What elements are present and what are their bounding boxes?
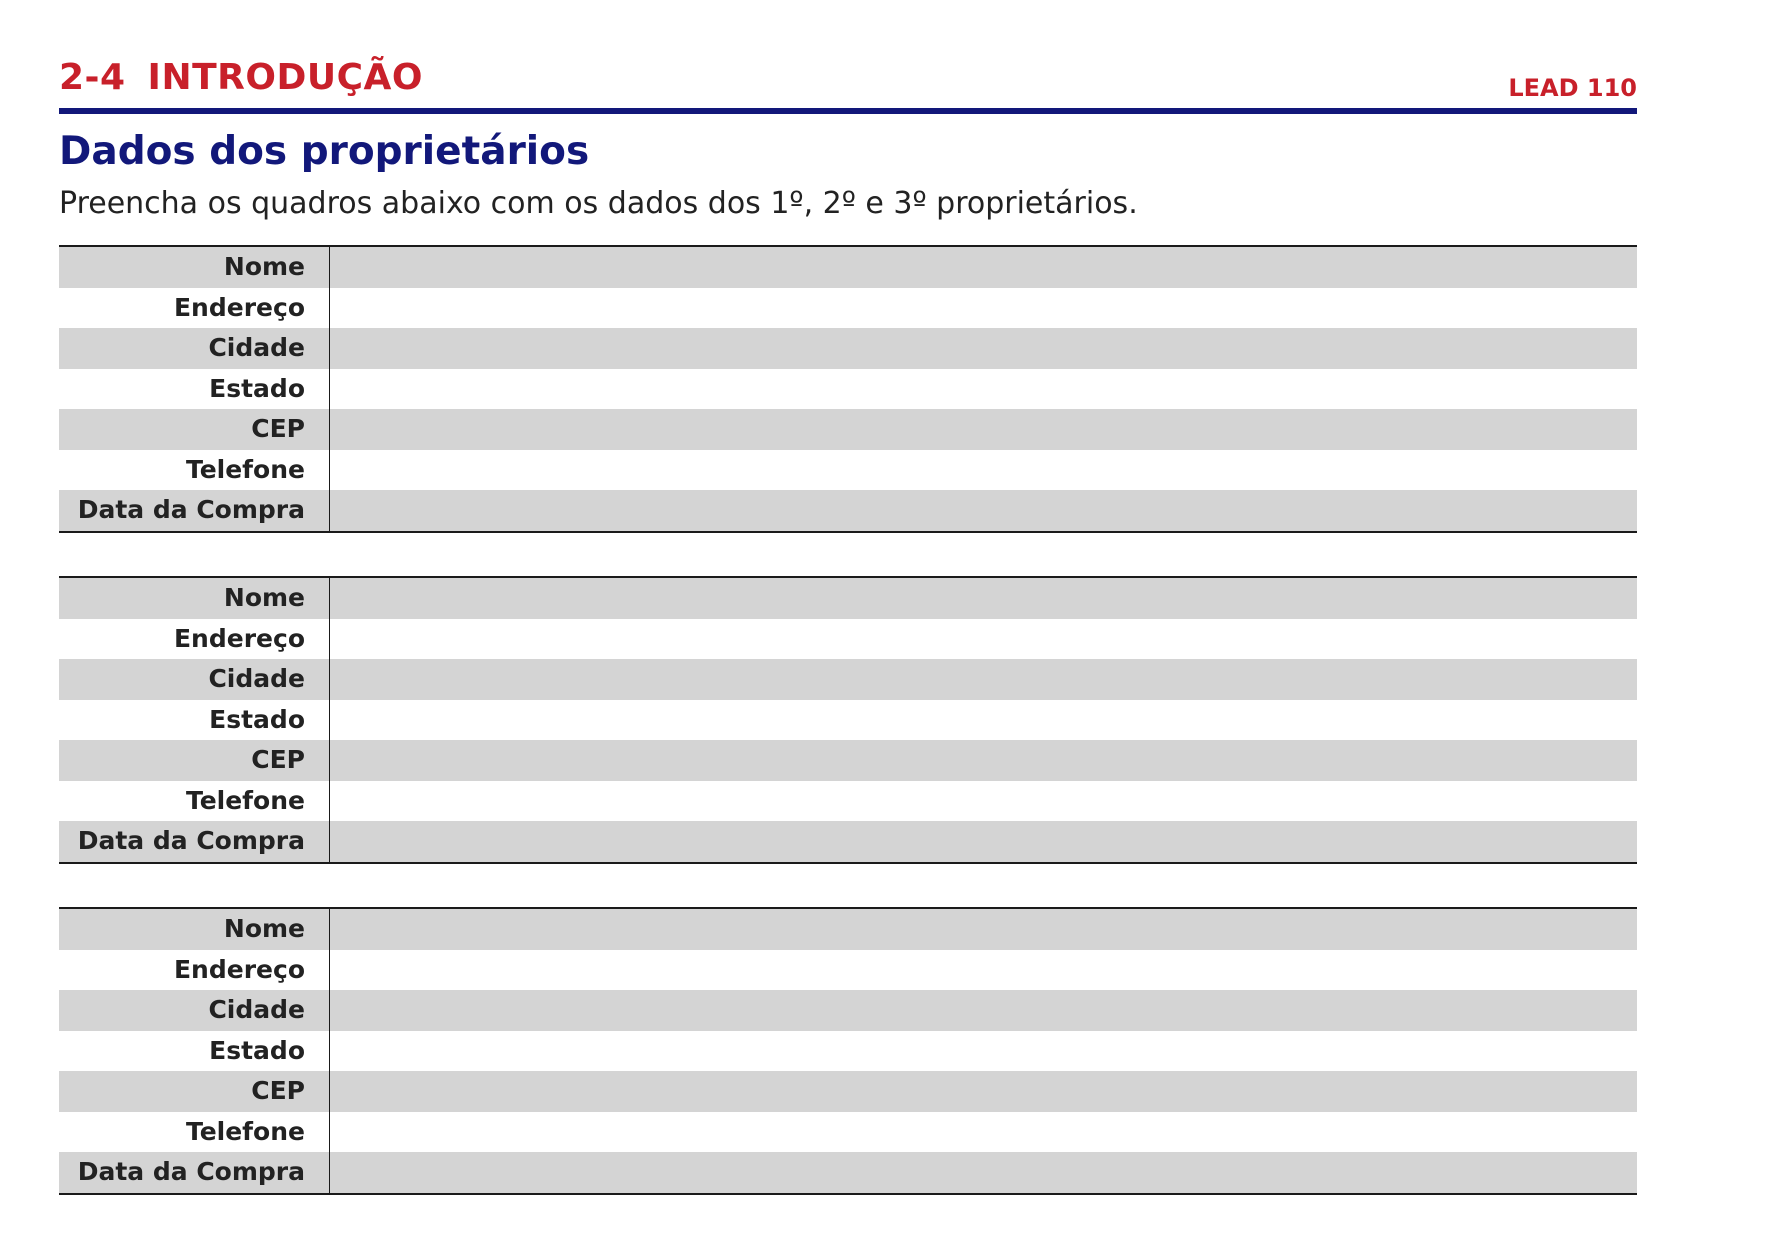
field-label-nome: Nome bbox=[223, 583, 305, 612]
field-label-nome: Nome bbox=[223, 252, 305, 281]
form-row bbox=[59, 950, 1637, 991]
section-name: INTRODUÇÃO bbox=[147, 57, 423, 98]
telefone-field[interactable] bbox=[329, 450, 1637, 491]
endereco-field[interactable] bbox=[329, 288, 1637, 329]
intro-text: Preencha os quadros abaixo com os dados dos 1º, 2º e 3º proprietários. bbox=[59, 186, 1138, 221]
form-row bbox=[59, 409, 1637, 450]
field-label-nome: Nome bbox=[223, 914, 305, 943]
model-label: LEAD 110 bbox=[1508, 74, 1637, 102]
form-row bbox=[59, 578, 1637, 619]
page-header bbox=[59, 0, 1637, 100]
section-title bbox=[59, 56, 423, 100]
owner-table-3 bbox=[59, 907, 1637, 1195]
form-row bbox=[59, 619, 1637, 660]
form-row bbox=[59, 740, 1637, 781]
field-label-cep: CEP bbox=[251, 745, 305, 774]
field-label-cidade: Cidade bbox=[208, 664, 305, 693]
cep-field[interactable] bbox=[329, 1071, 1637, 1112]
owner-table-1 bbox=[59, 245, 1637, 533]
field-label-cep: CEP bbox=[251, 1076, 305, 1105]
cidade-field[interactable] bbox=[329, 990, 1637, 1031]
field-label-endereco: Endereço bbox=[173, 623, 305, 653]
form-row bbox=[59, 247, 1637, 288]
field-label-endereco: Endereço bbox=[173, 954, 305, 984]
form-row bbox=[59, 450, 1637, 491]
form-row bbox=[59, 781, 1637, 822]
field-label-cidade: Cidade bbox=[208, 333, 305, 362]
field-label-estado: Estado bbox=[209, 1035, 305, 1065]
endereco-field[interactable] bbox=[329, 619, 1637, 660]
form-row bbox=[59, 490, 1637, 531]
nome-field[interactable] bbox=[329, 909, 1637, 950]
field-label-telefone: Telefone bbox=[185, 785, 305, 815]
field-label-endereco: Endereço bbox=[173, 292, 305, 322]
form-row bbox=[59, 1112, 1637, 1153]
nome-field[interactable] bbox=[329, 578, 1637, 619]
estado-field[interactable] bbox=[329, 700, 1637, 741]
field-label-telefone: Telefone bbox=[185, 454, 305, 484]
field-label-telefone: Telefone bbox=[185, 1116, 305, 1146]
data-compra-field[interactable] bbox=[329, 490, 1637, 531]
page bbox=[59, 0, 1637, 1186]
field-label-estado: Estado bbox=[209, 704, 305, 734]
section-number: 2-4 bbox=[59, 57, 126, 98]
endereco-field[interactable] bbox=[329, 950, 1637, 991]
field-label-cidade: Cidade bbox=[208, 995, 305, 1024]
form-row bbox=[59, 328, 1637, 369]
form-row bbox=[59, 369, 1637, 410]
header-divider bbox=[59, 108, 1637, 114]
estado-field[interactable] bbox=[329, 1031, 1637, 1072]
form-row bbox=[59, 1152, 1637, 1193]
telefone-field[interactable] bbox=[329, 781, 1637, 822]
form-row bbox=[59, 990, 1637, 1031]
form-row bbox=[59, 659, 1637, 700]
form-row bbox=[59, 288, 1637, 329]
cep-field[interactable] bbox=[329, 409, 1637, 450]
form-row bbox=[59, 1071, 1637, 1112]
nome-field[interactable] bbox=[329, 247, 1637, 288]
cep-field[interactable] bbox=[329, 740, 1637, 781]
estado-field[interactable] bbox=[329, 369, 1637, 410]
field-label-data-compra: Data da Compra bbox=[77, 495, 305, 524]
form-row bbox=[59, 909, 1637, 950]
field-label-estado: Estado bbox=[209, 373, 305, 403]
telefone-field[interactable] bbox=[329, 1112, 1637, 1153]
data-compra-field[interactable] bbox=[329, 1152, 1637, 1193]
data-compra-field[interactable] bbox=[329, 821, 1637, 862]
form-row bbox=[59, 1031, 1637, 1072]
field-label-cep: CEP bbox=[251, 414, 305, 443]
field-label-data-compra: Data da Compra bbox=[77, 1157, 305, 1186]
cidade-field[interactable] bbox=[329, 659, 1637, 700]
field-label-data-compra: Data da Compra bbox=[77, 826, 305, 855]
cidade-field[interactable] bbox=[329, 328, 1637, 369]
form-row bbox=[59, 821, 1637, 862]
form-row bbox=[59, 700, 1637, 741]
page-heading: Dados dos proprietários bbox=[59, 129, 590, 174]
owner-table-2 bbox=[59, 576, 1637, 864]
